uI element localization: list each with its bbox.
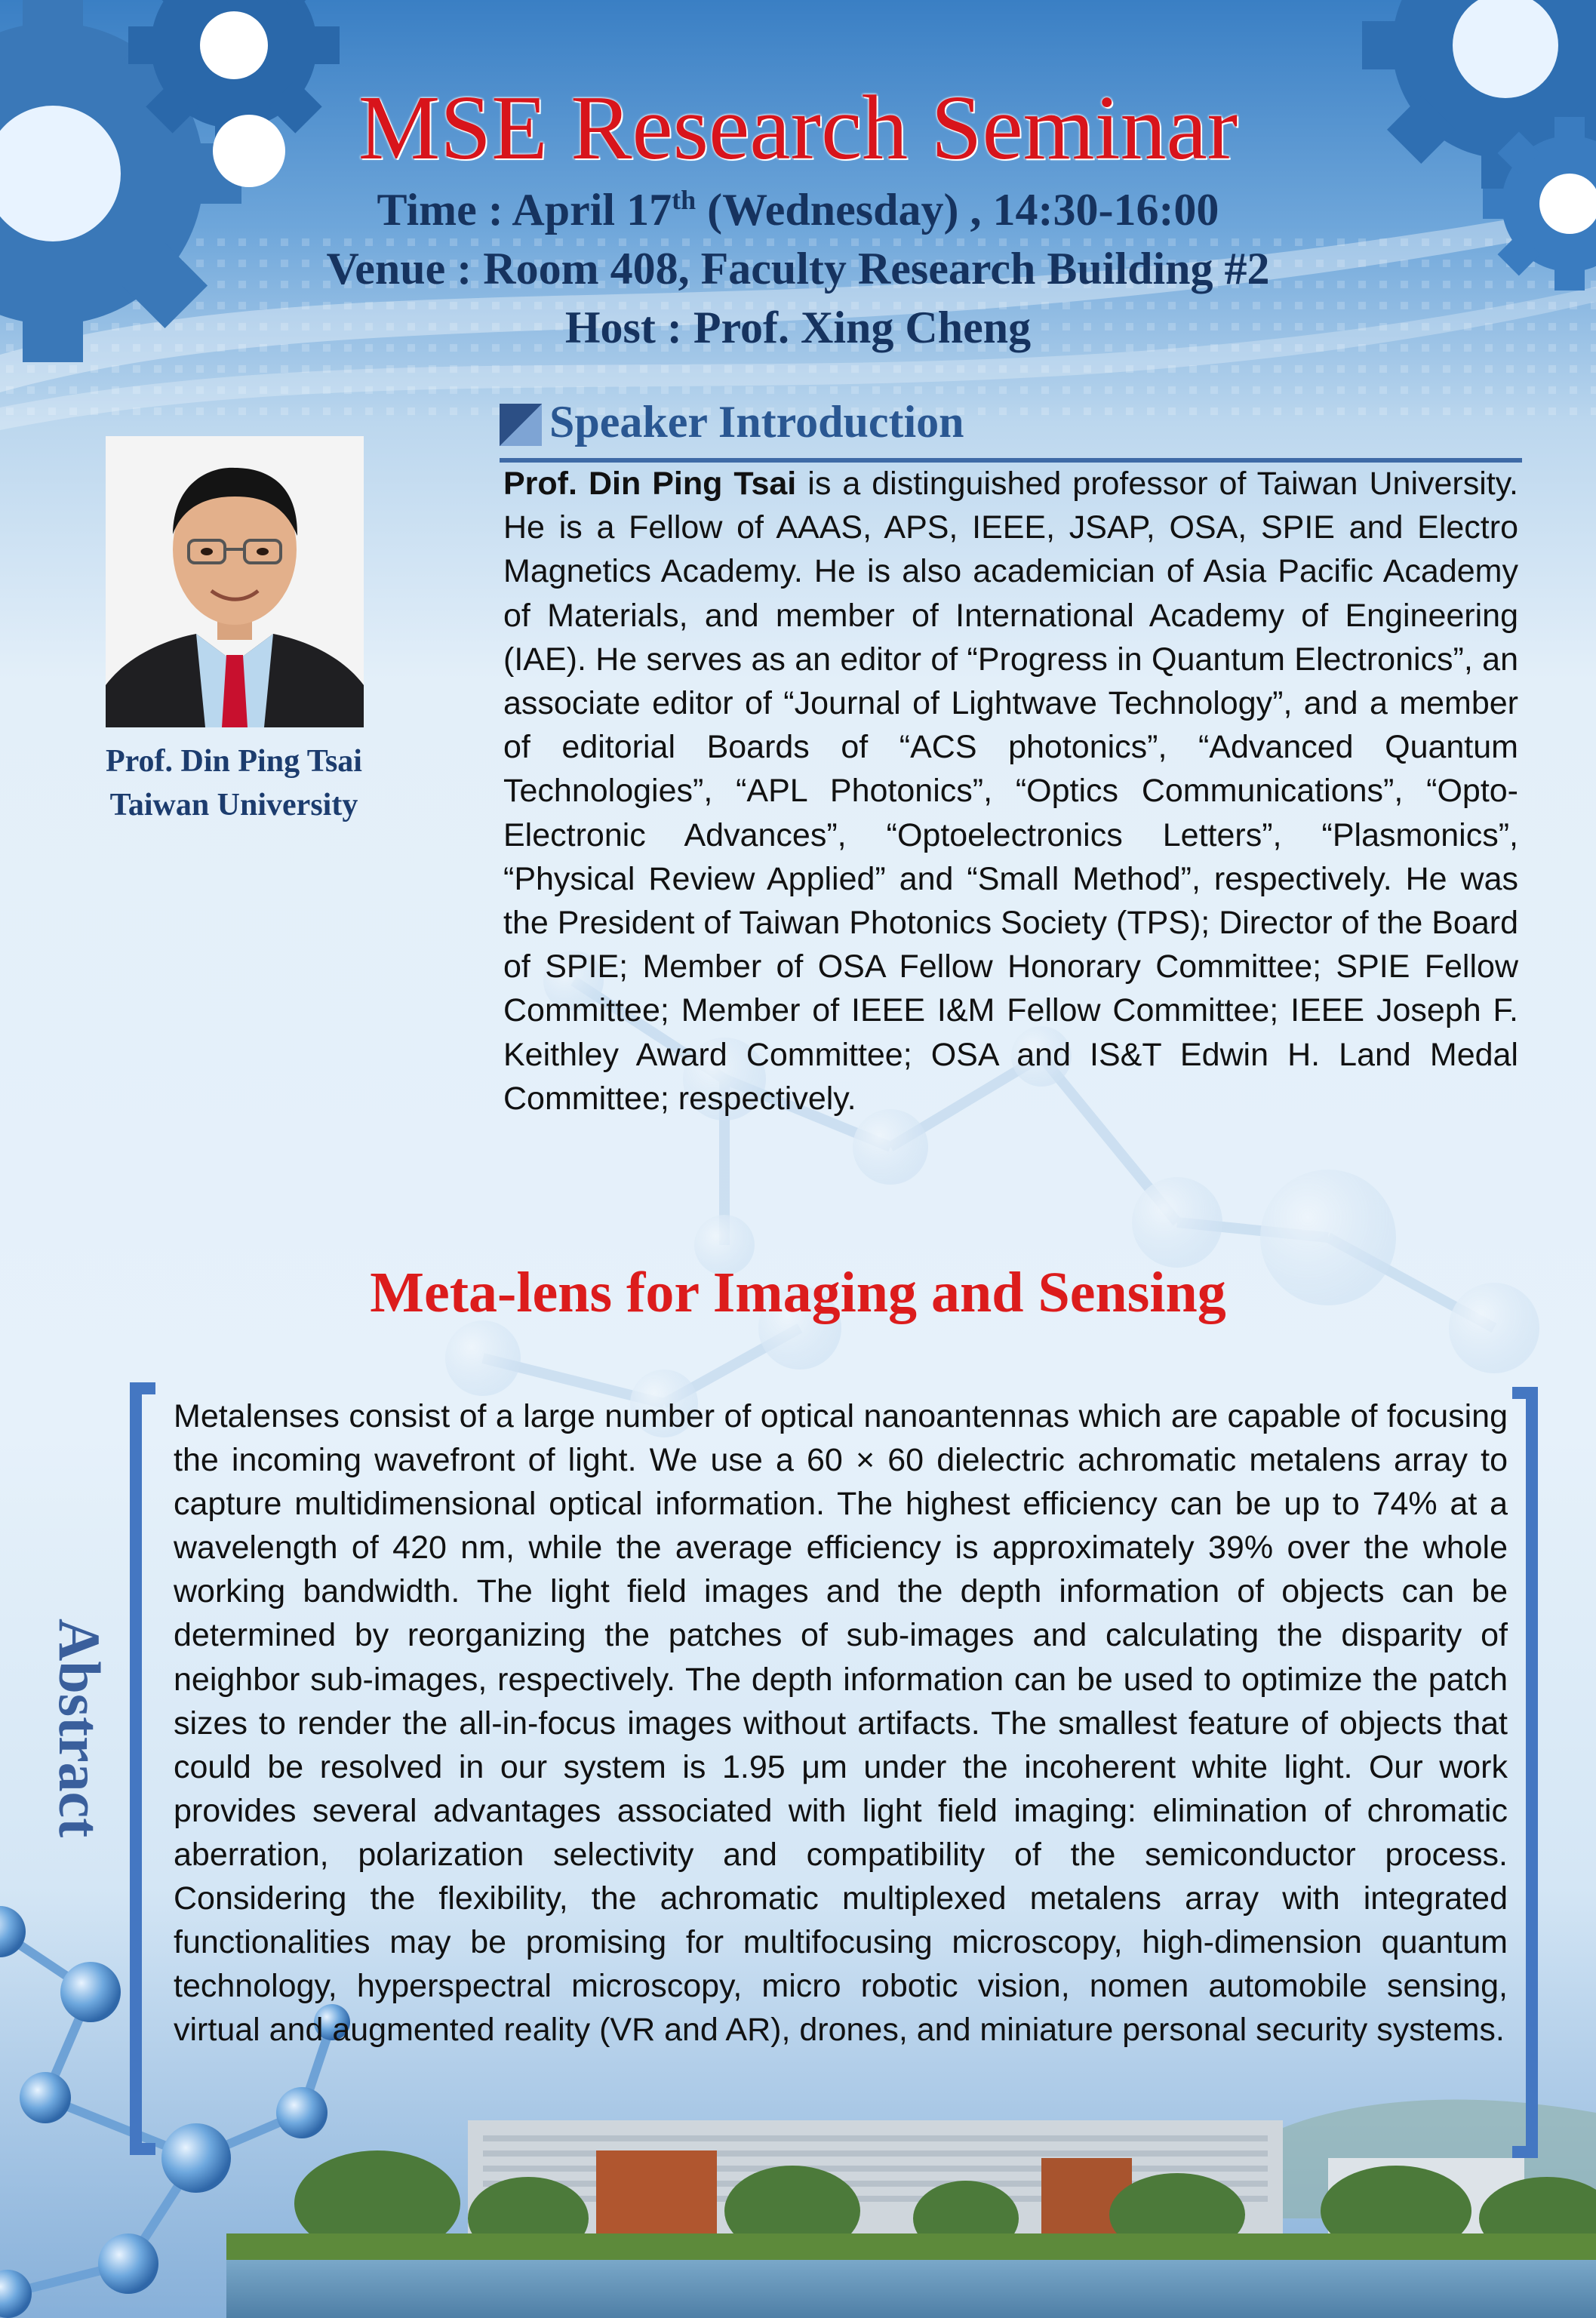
talk-title: Meta-lens for Imaging and Sensing — [370, 1261, 1226, 1324]
seminar-venue: Venue : Room 408, Faculty Research Building #2 — [326, 244, 1270, 294]
abstract-text: Metalenses consist of a large number of optical nanoantennas which are capable of focusing the incoming wavefront of light. We use a 60 × 60 dielectric achromatic metalens array to capture multidimensional optical information. The highest efficiency can be up to 74% at a wavelength of 420 nm, while the average efficiency is approximately 39% over the whole working bandwidth. The light field images and the depth information of objects can be determined by reorganizing the patches of sub-images and calculating the disparity of neighbor sub-images, respectively. The depth information can be used to optimize the patch sizes to render the all-in-focus images without artifacts. The smallest feature of objects that could be resolved in our system is 1.95 μm under the incoherent white light. Our work provides several advantages associated with light field imaging: elimination of chromatic aberration, polarization selectivity and compatibility of the semiconductor process. Considering the flexibility, the achromatic multiplexed metalens array with integrated functionalities may be promising for multifocusing microscopy, high-dimension quantum technology, hyperspectral microscopy, micro robotic vision, nomen automobile sensing, virtual and augmented reality (VR and AR), drones, and miniature personal security systems. — [174, 1398, 1508, 2049]
abstract-bracket-right — [1512, 1387, 1538, 2158]
abstract-label: Abstract — [47, 1618, 112, 1838]
speaker-bio — [503, 462, 1518, 1121]
portrait-illustration — [106, 436, 364, 727]
speaker-section-header — [500, 396, 1522, 463]
speaker-affiliation-caption: Taiwan University — [109, 788, 358, 822]
speaker-section-title: Speaker Introduction — [549, 397, 964, 447]
seminar-title: MSE Research Seminar — [358, 77, 1238, 179]
speaker-photo — [106, 436, 364, 727]
seminar-host: Host : Prof. Xing Cheng — [564, 303, 1032, 352]
campus-scene — [0, 2067, 1596, 2318]
seminar-time: Time : April 17th (Wednesday) , 14:30-16:00 — [377, 185, 1219, 235]
abstract-bracket-left — [130, 1382, 155, 2155]
section-square-icon — [500, 404, 542, 446]
speaker-bio-text: is a distinguished professor of Taiwan University. He is a Fellow of AAAS, APS, IEEE, JSAP, OSA, SPIE and Electro Magnetics Academy. He is also academician of Asia Pacific Academy of Materials, and member of International Academy of Engineering (IAE). He serves as an editor of “Progress in Quantum Electronics”, an associate editor of “Journal of Lightwave Technology”, and a member of editorial Boards of “ACS photonics”, “Advanced Quantum Technologies”, “APL Photonics”, “Optics Communications”, “Opto-Electronic Advances”, “Optoelectronics Letters”, “Plasmonics”, “Physical Review Applied” and “Small Method”, respectively. He was the President of Taiwan Photonics Society (TPS); Director of the Board of SPIE; Member of OSA Fellow Honorary Committee; SPIE Fellow Committee; Member of IEEE I&M Fellow Committee; IEEE Joseph F. Keithley Award Committee; OSA and IS&T Edwin H. Land Medal Committee; respectively. — [503, 466, 1518, 1117]
speaker-name-caption: Prof. Din Ping Tsai — [106, 744, 362, 779]
speaker-bio-name: Prof. Din Ping Tsai — [503, 466, 797, 502]
